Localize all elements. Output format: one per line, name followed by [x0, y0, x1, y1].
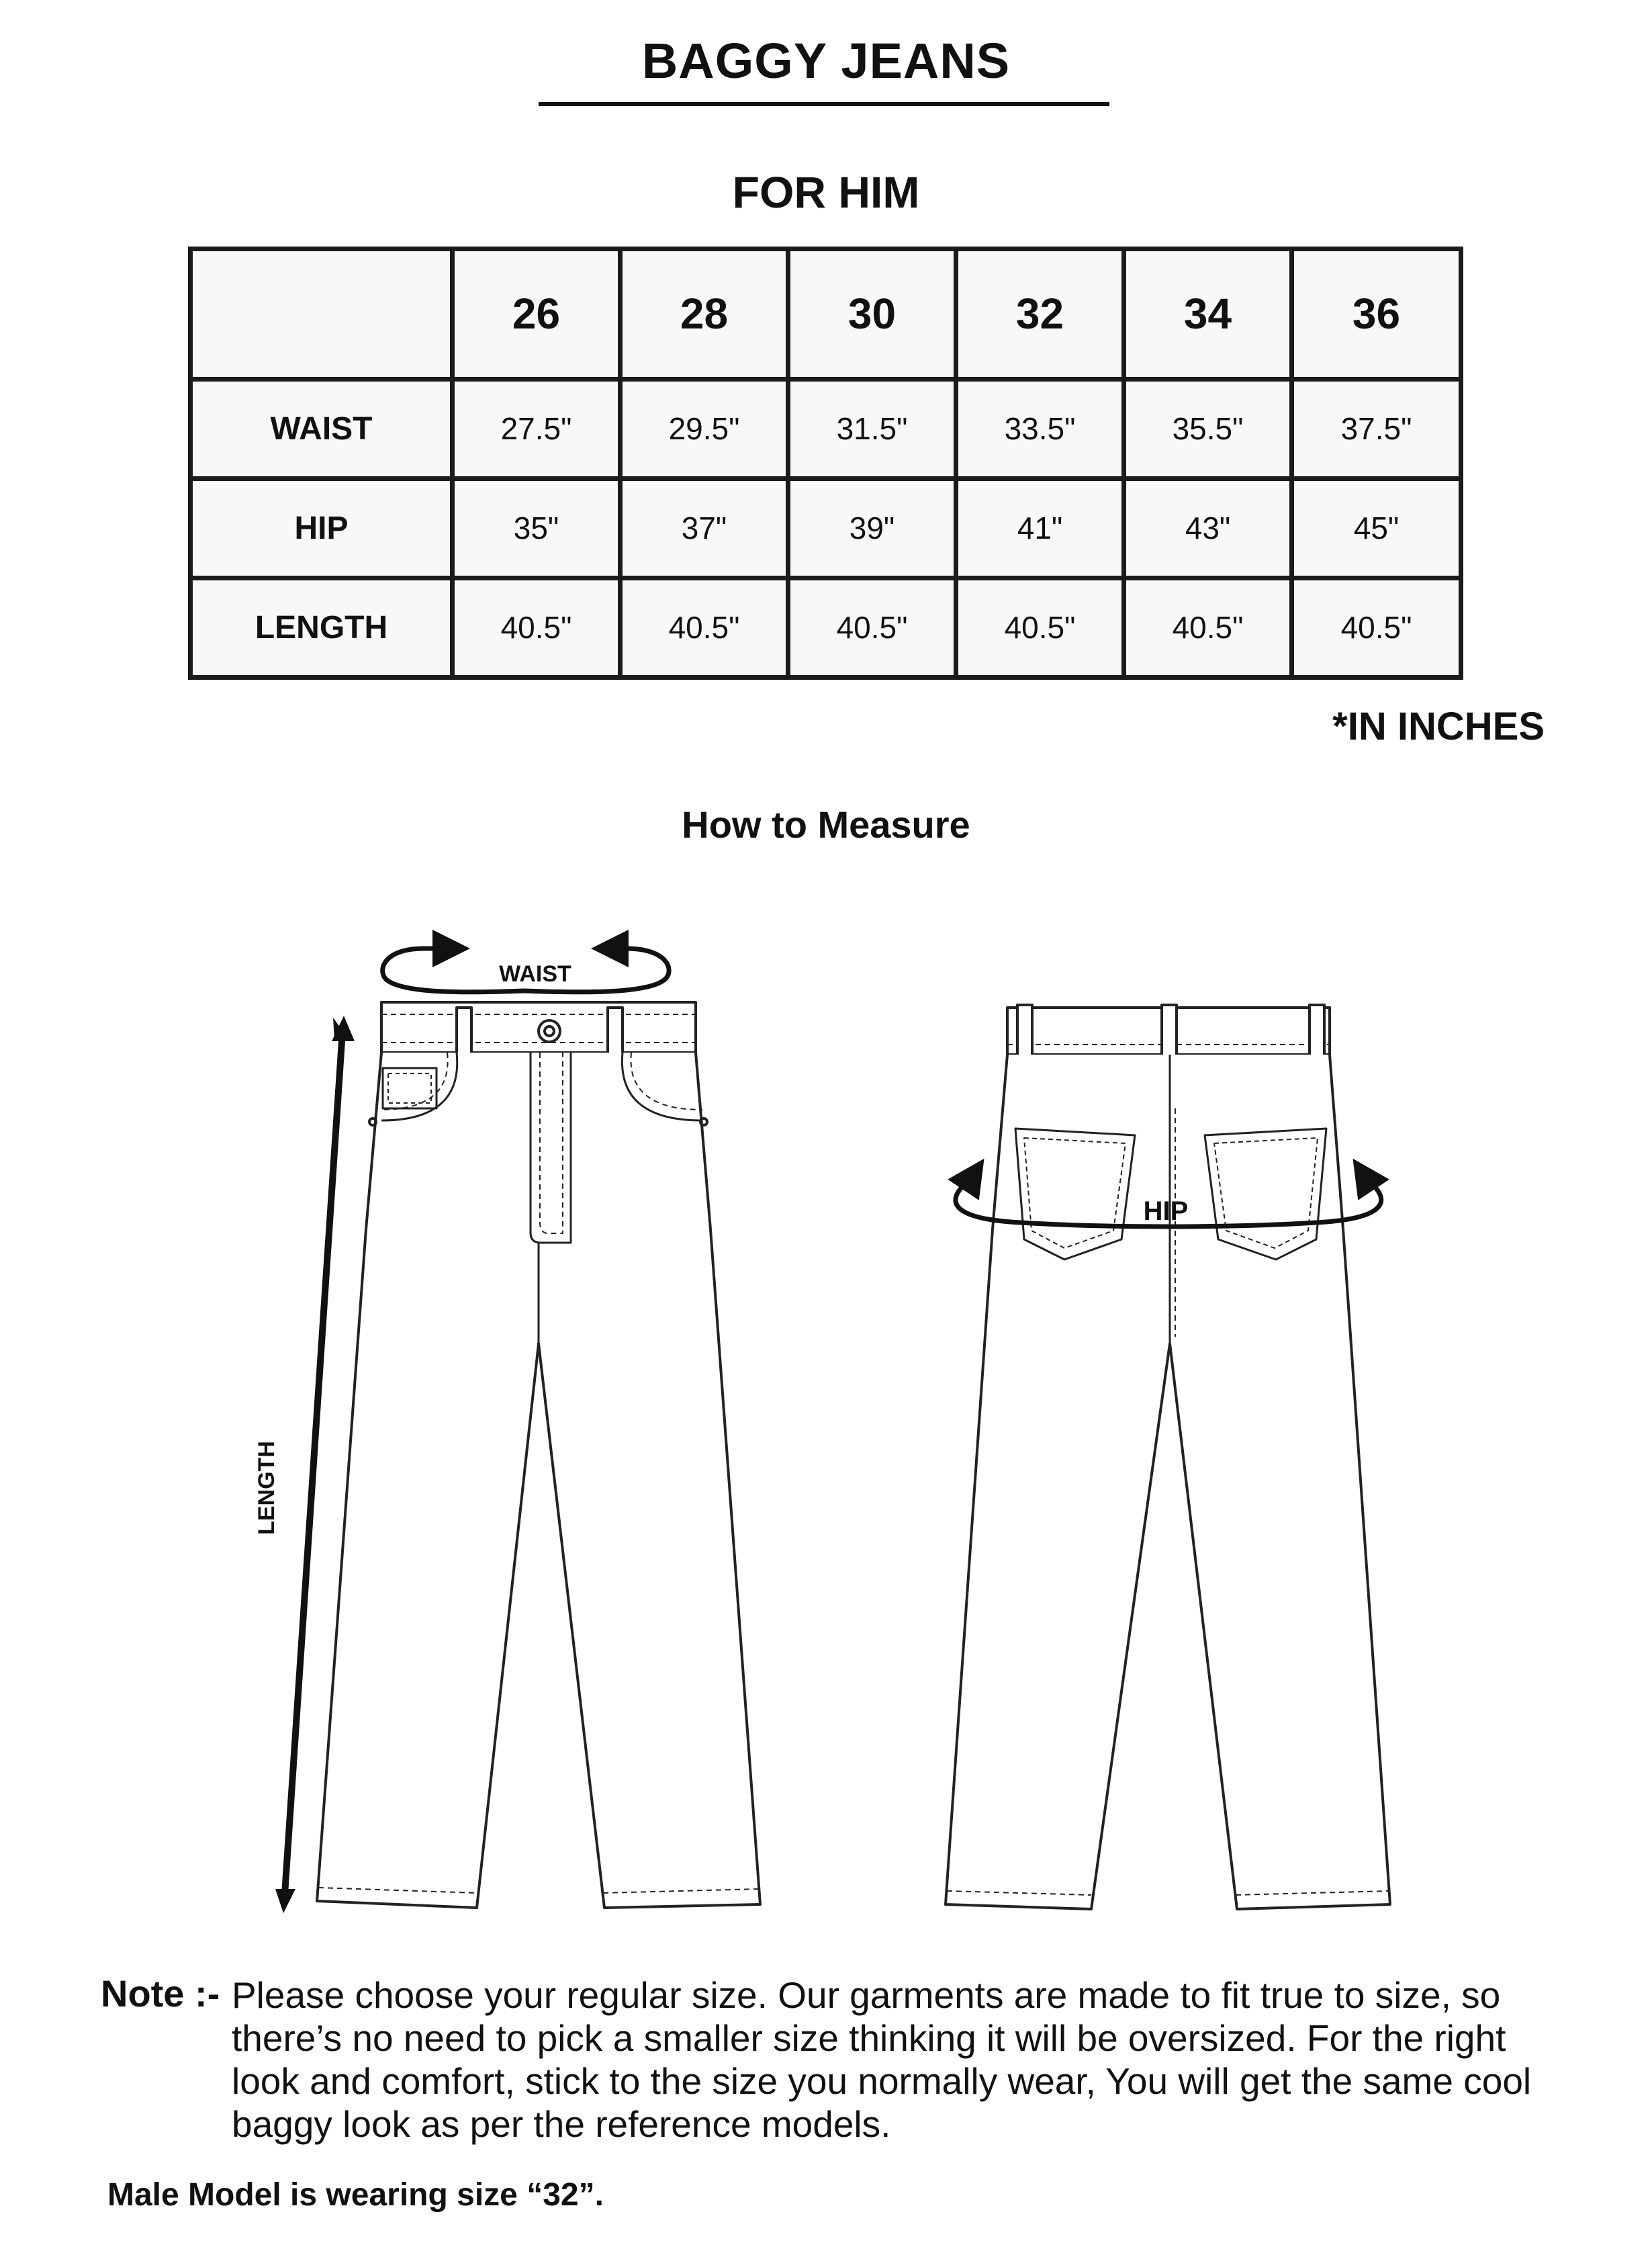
- measurement-illustration: [0, 873, 1652, 1948]
- page-title: BAGGY JEANS: [641, 33, 1011, 89]
- table-cell: 29.5": [621, 379, 788, 478]
- table-cell: 40.5": [1292, 578, 1461, 677]
- row-label: HIP: [191, 478, 453, 578]
- table-cell: 41": [956, 478, 1124, 578]
- size-header: 36: [1292, 249, 1461, 380]
- table-cell: 40.5": [453, 578, 621, 677]
- note-text: Please choose your regular size. Our garments are made to fit true to size, so there’s no need to pick a smaller size thinking it will be oversized. For the right look and comfort, stick to the size you normally wear, You will get the same cool baggy look as per the reference models.: [232, 1974, 1532, 2145]
- table-cell: 37.5": [1292, 379, 1461, 478]
- table-cell: 35.5": [1124, 379, 1292, 478]
- table-cell: 40.5": [621, 578, 788, 677]
- table-row-length: [191, 578, 1461, 677]
- table-cell: 43": [1124, 478, 1292, 578]
- unit-note: *IN INCHES: [1332, 705, 1545, 748]
- table-cell: 40.5": [1124, 578, 1292, 677]
- table-cell: 35": [453, 478, 621, 578]
- back-jeans-drawing: [946, 1005, 1390, 1909]
- table-cell: 40.5": [956, 578, 1124, 677]
- size-header: 34: [1124, 249, 1292, 380]
- title-underline: [539, 102, 1109, 106]
- table-cell: 39": [788, 478, 956, 578]
- row-label: WAIST: [191, 379, 453, 478]
- model-size-note: Male Model is wearing size “32”.: [107, 2177, 604, 2213]
- table-cell: 45": [1292, 478, 1461, 578]
- size-chart-table: [188, 247, 1463, 680]
- size-header: 32: [956, 249, 1124, 380]
- table-row-waist: [191, 379, 1461, 478]
- hip-measure-label: HIP: [1143, 1196, 1189, 1226]
- size-header: 30: [788, 249, 956, 380]
- length-measure-label: LENGTH: [254, 1441, 279, 1535]
- waist-measure-label: WAIST: [499, 961, 571, 987]
- corner-cell: [191, 249, 453, 380]
- table-row-hip: [191, 478, 1461, 578]
- page-subtitle: FOR HIM: [732, 167, 920, 217]
- table-cell: 27.5": [453, 379, 621, 478]
- row-label: LENGTH: [191, 578, 453, 677]
- table-cell: 40.5": [788, 578, 956, 677]
- table-cell: 33.5": [956, 379, 1124, 478]
- size-header: 28: [621, 249, 788, 380]
- front-jeans-drawing: [317, 1002, 760, 1908]
- size-header-row: [191, 249, 1461, 380]
- table-cell: 37": [621, 478, 788, 578]
- note-label: Note :-: [101, 1972, 220, 2015]
- how-to-measure-title: How to Measure: [682, 803, 970, 846]
- size-header: 26: [453, 249, 621, 380]
- table-cell: 31.5": [788, 379, 956, 478]
